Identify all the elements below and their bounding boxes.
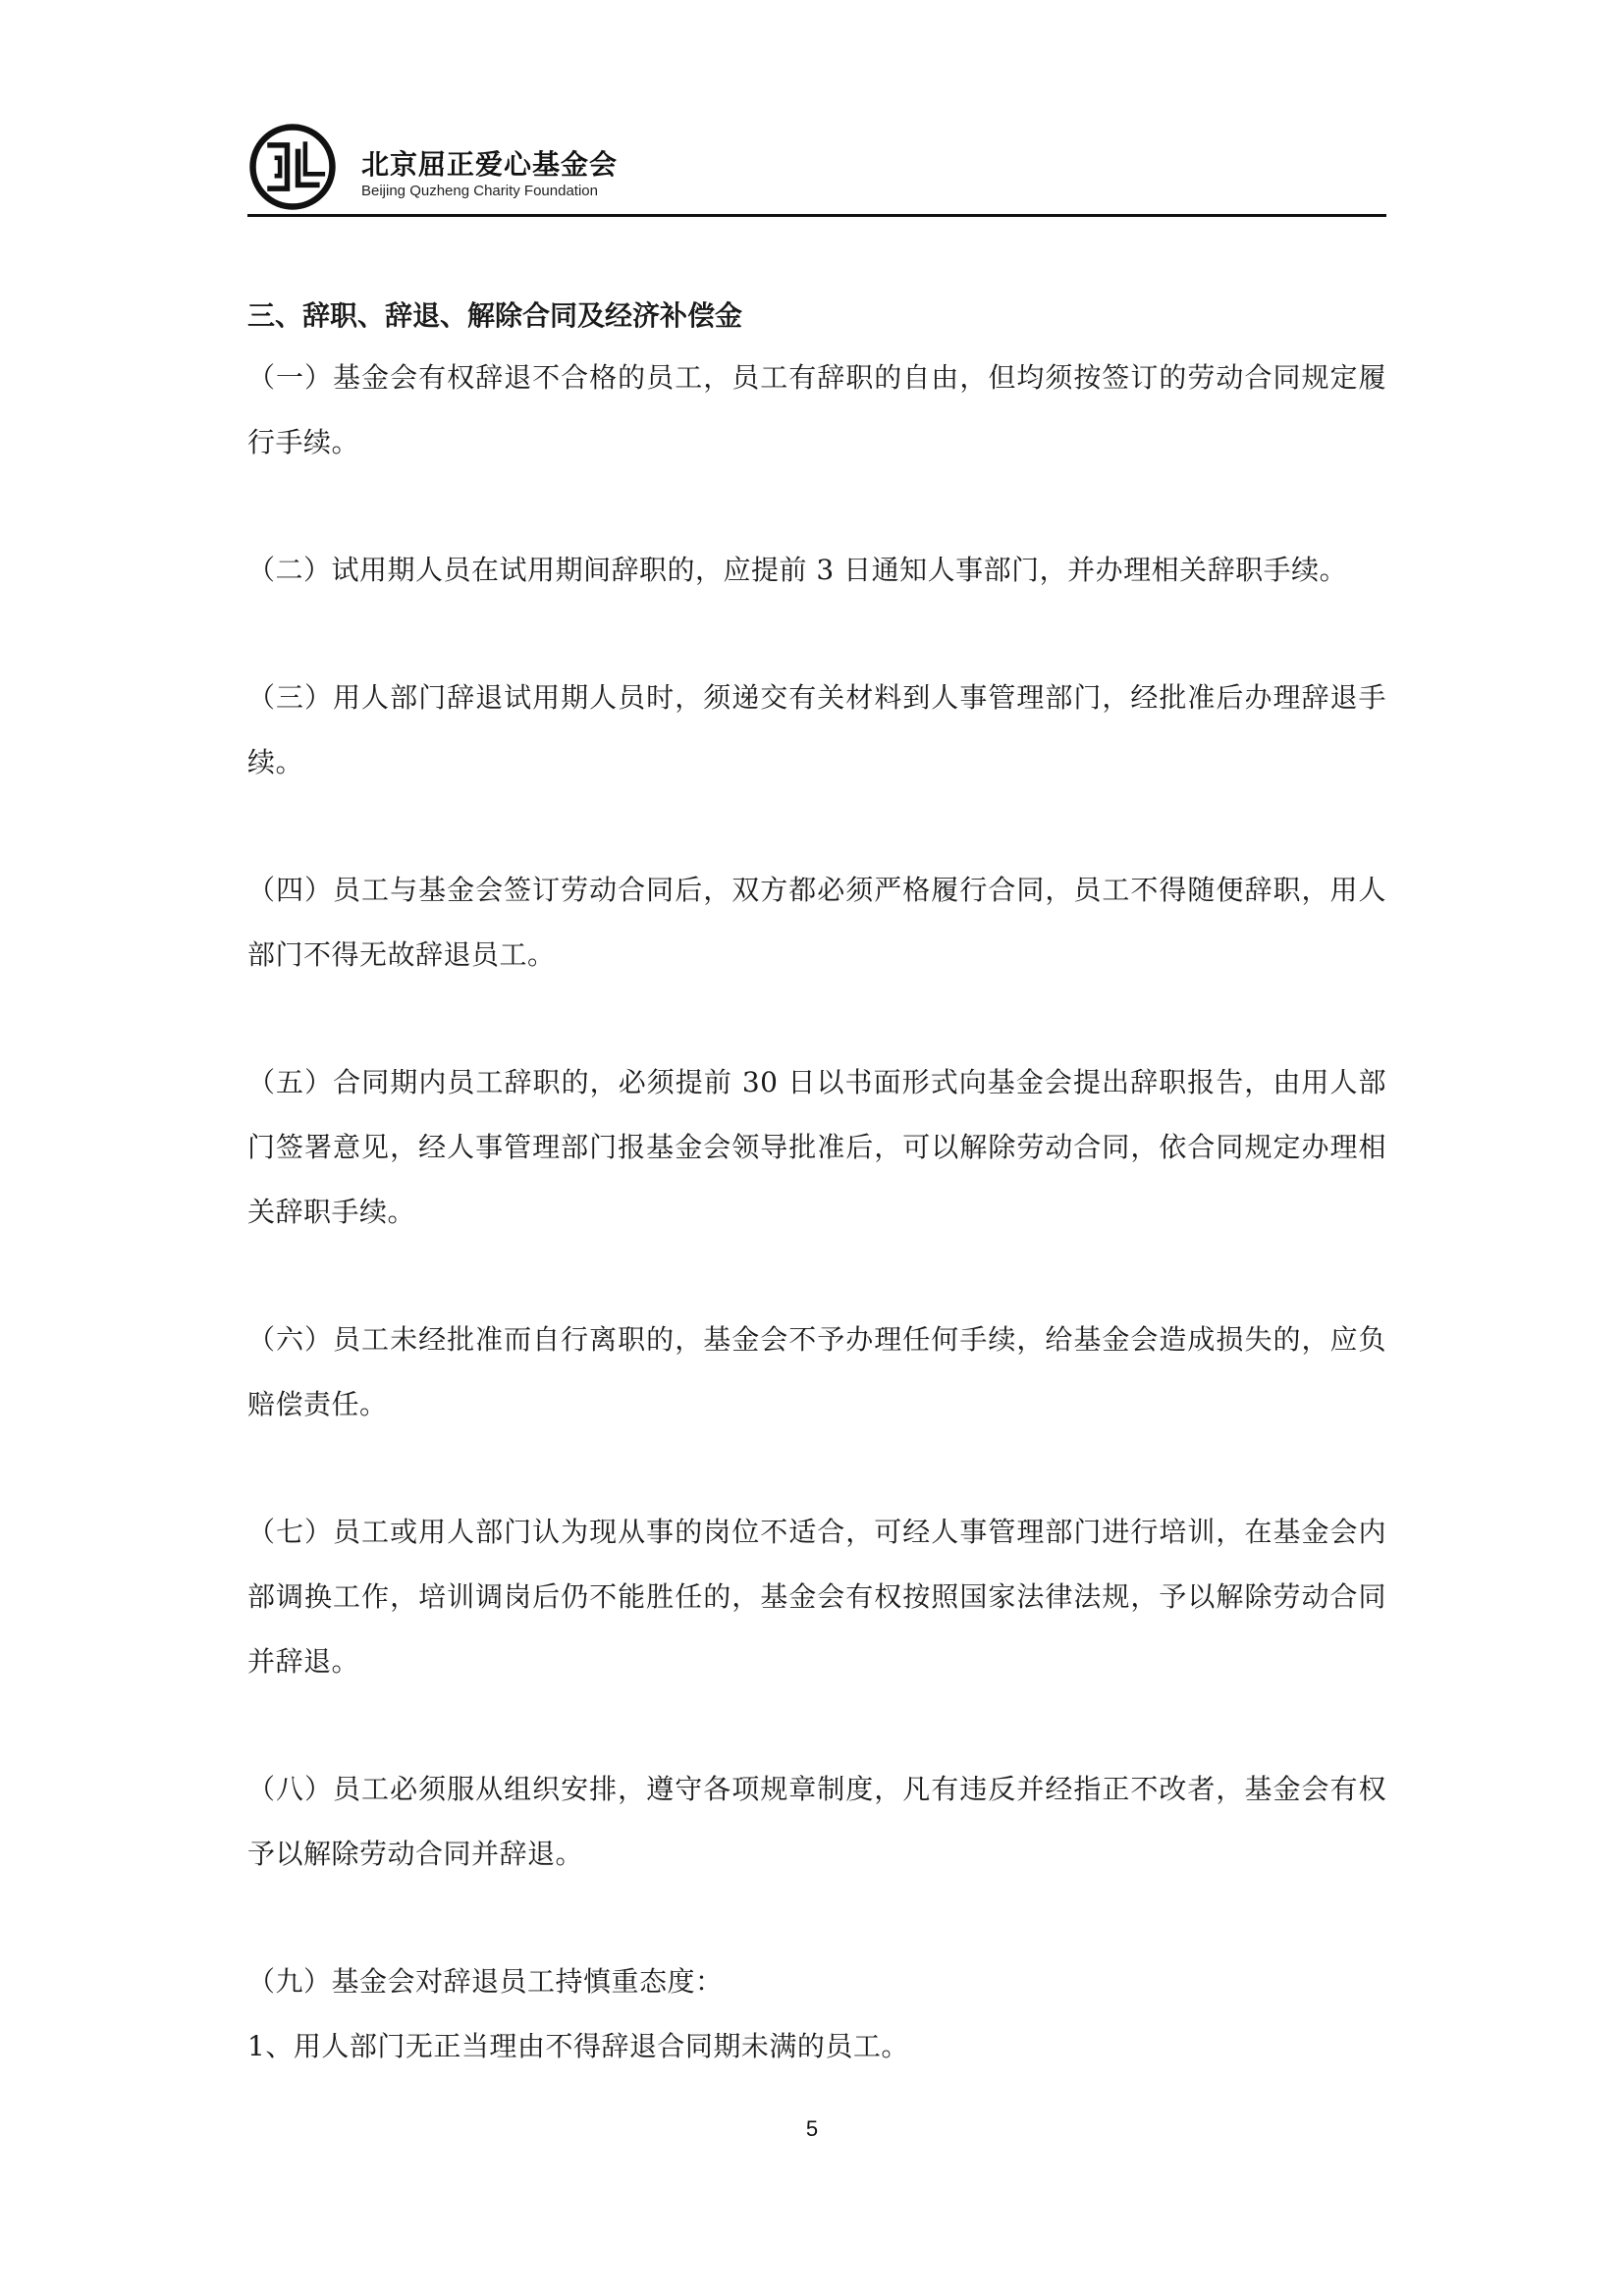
paragraph-6: （六）员工未经批准而自行离职的，基金会不予办理任何手续，给基金会造成损失的，应负赔偿责任。 [247, 1323, 1386, 1420]
list-item: 1、用人部门无正当理由不得辞退合同期未满的员工。 [247, 2030, 909, 2062]
org-name-english: Beijing Quzheng Charity Foundation [361, 183, 598, 199]
page-number: 5 [805, 2116, 819, 2141]
paragraph-8: （八）员工必须服从组织安排，遵守各项规章制度，凡有违反并经指正不改者，基金会有权予以解除劳动合同并辞退。 [247, 1773, 1386, 1870]
paragraph-3: （三）用人部门辞退试用期人员时，须递交有关材料到人事管理部门，经批准后办理辞退手续。 [247, 681, 1386, 778]
document-body [247, 287, 1386, 2079]
paragraph-1: （一）基金会有权辞退不合格的员工，员工有辞职的自由，但均须按签订的劳动合同规定履行手续。 [247, 361, 1386, 458]
paragraph-7: （七）员工或用人部门认为现从事的岗位不适合，可经人事管理部门进行培训，在基金会内部调换工作，培训调岗后仍不能胜任的，基金会有权按照国家法律法规，予以解除劳动合同并辞退。 [247, 1516, 1386, 1678]
paragraph-2: （二）试用期人员在试用期间辞职的，应提前 3 日通知人事部门，并办理相关辞职手续。 [247, 554, 1348, 586]
foundation-logo-icon [247, 122, 338, 212]
header-divider [247, 214, 1386, 217]
paragraph-5: （五）合同期内员工辞职的，必须提前 30 日以书面形式向基金会提出辞职报告，由用人部门签署意见，经人事管理部门报基金会领导批准后，可以解除劳动合同，依合同规定办理相关辞职手续。 [247, 1066, 1386, 1228]
page-header [247, 116, 1386, 214]
sub-heading: （九）基金会对辞退员工持慎重态度： [247, 1965, 724, 1998]
section-heading: 三、辞职、辞退、解除合同及经济补偿金 [247, 299, 743, 332]
org-name-chinese: 北京屈正爱心基金会 [361, 148, 619, 181]
paragraph-4: （四）员工与基金会签订劳动合同后，双方都必须严格履行合同，员工不得随便辞职，用人部门不得无故辞退员工。 [247, 874, 1386, 971]
